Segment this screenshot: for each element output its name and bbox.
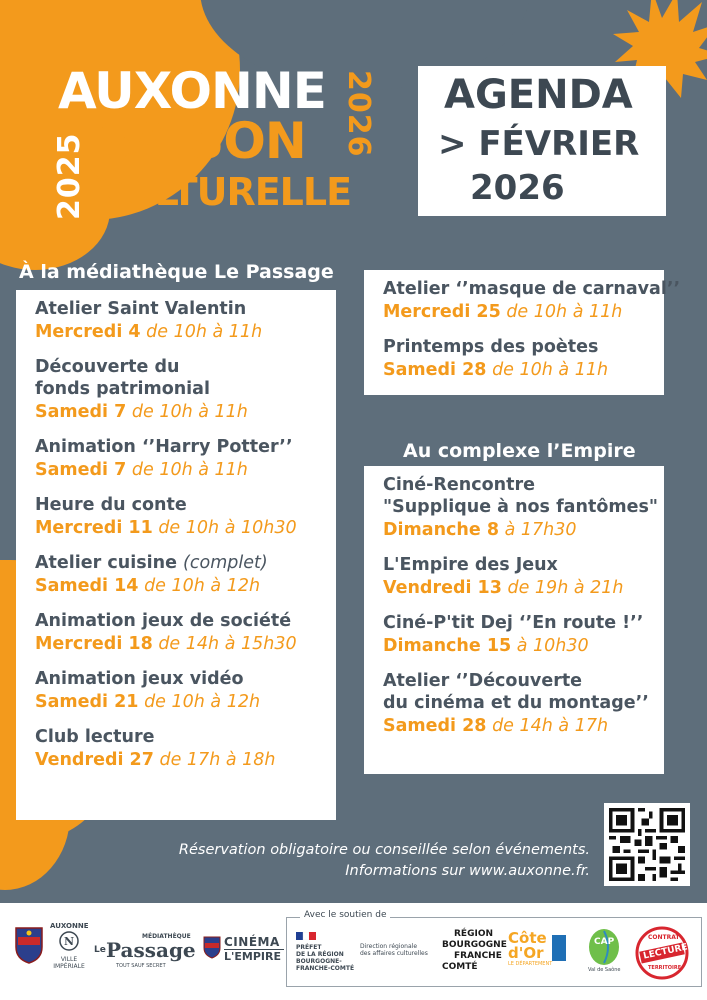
qr-code-icon[interactable] — [604, 803, 690, 886]
agenda-month: > FÉVRIER — [438, 124, 640, 164]
contrat-l3: TERRITOIRE — [648, 965, 682, 971]
mediatheque-heading: À la médiathèque Le Passage — [19, 261, 334, 283]
passage-logo-prefix: Le — [94, 945, 106, 955]
cap-l1: CAP — [594, 937, 615, 947]
event-name: Club lecture — [35, 727, 155, 747]
event-time: de 10h à 12h — [138, 576, 261, 596]
event-item — [383, 336, 664, 382]
culture-word: CULTURELLE — [98, 170, 352, 214]
event-day: Vendredi 27 — [35, 750, 154, 770]
reservation-line: Réservation obligatoire ou conseillée selon événements. — [178, 842, 590, 858]
cap-l2: Val de Saône — [588, 967, 621, 973]
event-time: de 14h à 17h — [486, 716, 609, 736]
event-time: de 14h à 15h30 — [152, 634, 297, 654]
cinema-logo-line2: L'EMPIRE — [224, 949, 284, 963]
passage-logo-tagline: TOUT SAUF SECRET — [116, 963, 166, 969]
auxonne-shield-icon — [14, 925, 44, 965]
event-item — [383, 554, 664, 600]
season-title — [52, 60, 378, 220]
event-time: de 19h à 21h — [501, 578, 624, 598]
cinema-empire-logo — [224, 935, 284, 963]
prefet-l3: BOURGOGNE- — [296, 958, 342, 965]
event-day: Samedi 7 — [35, 460, 127, 480]
event-item — [35, 668, 336, 714]
event-time: de 17h à 18h — [153, 750, 276, 770]
event-day: Dimanche 15 — [383, 636, 512, 656]
contrat-l1: CONTRAT — [648, 934, 680, 941]
season-year-end: 2026 — [341, 70, 376, 158]
prefet-l2: DE LA RÉGION — [296, 951, 344, 958]
event-day: Mercredi 11 — [35, 518, 153, 538]
reservation-note — [150, 840, 590, 882]
event-name: Atelier Saint Valentin — [35, 299, 247, 319]
cotedor-l1: Côte — [508, 929, 547, 947]
event-name: Atelier ‘’masque de carnaval’’ — [383, 279, 681, 299]
auxonne-logo-name: AUXONNE — [50, 922, 89, 930]
event-time: de 10h à 11h — [140, 322, 263, 342]
empire-heading: Au complexe l’Empire — [403, 440, 636, 462]
drac-label — [360, 943, 440, 957]
event-item — [35, 610, 336, 656]
event-name: Animation jeux vidéo — [35, 669, 244, 689]
event-name: Animation ‘’Harry Potter’’ — [35, 437, 293, 457]
event-day: Samedi 7 — [35, 402, 127, 422]
cotedor-blue-bar-icon — [552, 935, 566, 961]
prefet-l4: FRANCHE-COMTÉ — [296, 965, 355, 972]
auxonne-logo — [50, 923, 88, 973]
event-name-line2: "Supplique à nos fantômes" — [383, 497, 658, 517]
event-item — [383, 278, 681, 324]
prefet-logo — [296, 925, 356, 972]
cinema-logo-line1: CINÉMA — [224, 935, 280, 949]
event-time: de 10h à 11h — [126, 460, 248, 480]
event-day: Mercredi 25 — [383, 302, 501, 322]
contrat-l2: LECTURE — [642, 942, 689, 962]
cinema-shield-icon — [203, 935, 221, 959]
region-l1: RÉGION — [454, 929, 493, 939]
event-name: Découverte du — [35, 357, 180, 377]
event-day: Samedi 14 — [35, 576, 139, 596]
event-time: de 10h à 11h — [500, 302, 623, 322]
auxonne-logo-sub1: VILLE — [60, 956, 78, 963]
event-name: Heure du conte — [35, 495, 187, 515]
agenda-box — [418, 66, 666, 216]
event-note: (complet) — [183, 553, 268, 573]
event-item — [383, 474, 664, 542]
prefet-l1: PRÉFET — [296, 944, 322, 951]
cotedor-l2: d'Or — [508, 944, 544, 962]
season-year-start: 2025 — [52, 132, 87, 220]
cap-val-de-saone-logo — [586, 927, 626, 973]
french-flag-icon — [296, 932, 316, 940]
event-name-line2: du cinéma et du montage’’ — [383, 693, 649, 713]
event-day: Dimanche 8 — [383, 520, 499, 540]
cote-dor-logo — [508, 931, 572, 968]
auxonne-logo-sub2: IMPÉRIALE — [53, 963, 85, 970]
drac-line2: des affaires culturelles — [360, 950, 428, 957]
agenda-title: AGENDA — [444, 72, 633, 118]
event-name: Printemps des poètes — [383, 337, 599, 357]
passage-logo-name: Passage — [106, 938, 196, 962]
event-day: Samedi 28 — [383, 716, 487, 736]
auxonne-crest-icon — [58, 930, 80, 952]
event-name: Animation jeux de société — [35, 611, 292, 631]
city-name: AUXONNE — [58, 62, 326, 120]
cap-leaf-icon — [586, 927, 622, 967]
event-name: Ciné-Rencontre — [383, 475, 535, 495]
event-day: Samedi 28 — [383, 360, 487, 380]
contrat-lecture-logo — [634, 925, 690, 981]
event-item — [35, 356, 336, 424]
event-name: Atelier ‘’Découverte — [383, 671, 583, 691]
partners-footer — [0, 903, 707, 1000]
region-bfc-logo — [442, 929, 507, 973]
event-time: de 10h à 11h — [126, 402, 248, 422]
event-item — [35, 494, 336, 540]
mediatheque-panel-continued — [364, 270, 681, 395]
event-day: Mercredi 4 — [35, 322, 141, 342]
event-item — [35, 726, 336, 772]
event-name: L'Empire des Jeux — [383, 555, 558, 575]
event-time: de 10h à 10h30 — [152, 518, 297, 538]
event-item — [383, 670, 664, 738]
support-label: Avec le soutien de — [300, 910, 390, 920]
passage-logo-small: MÉDIATHÈQUE — [142, 933, 191, 940]
empire-panel — [364, 466, 664, 774]
event-name: Ciné-P'tit Dej ‘’En route !’’ — [383, 613, 644, 633]
drac-line1: Direction régionale — [360, 943, 418, 950]
event-time: de 10h à 11h — [486, 360, 609, 380]
region-l3: FRANCHE — [454, 951, 502, 961]
agenda-year: 2026 — [470, 168, 565, 208]
season-word: SAISON — [98, 112, 306, 170]
event-day: Vendredi 13 — [383, 578, 502, 598]
event-item — [383, 612, 664, 658]
event-time: à 17h30 — [499, 520, 577, 540]
le-passage-logo — [94, 933, 196, 973]
event-item — [35, 298, 336, 344]
cotedor-l3: LE DÉPARTEMENT — [508, 961, 553, 967]
event-time: à 10h30 — [511, 636, 589, 656]
event-day: Samedi 21 — [35, 692, 139, 712]
event-name: Atelier cuisine — [35, 553, 184, 573]
region-l2: BOURGOGNE — [442, 940, 507, 950]
event-item — [35, 436, 336, 482]
mediatheque-panel — [16, 290, 336, 820]
event-time: de 10h à 12h — [138, 692, 261, 712]
region-l4: COMTÉ — [442, 962, 478, 972]
event-name-line2: fonds patrimonial — [35, 379, 210, 399]
svg-text:N: N — [63, 935, 75, 948]
website-line: Informations sur www.auxonne.fr. — [345, 863, 590, 879]
event-item — [35, 552, 336, 598]
event-day: Mercredi 18 — [35, 634, 153, 654]
